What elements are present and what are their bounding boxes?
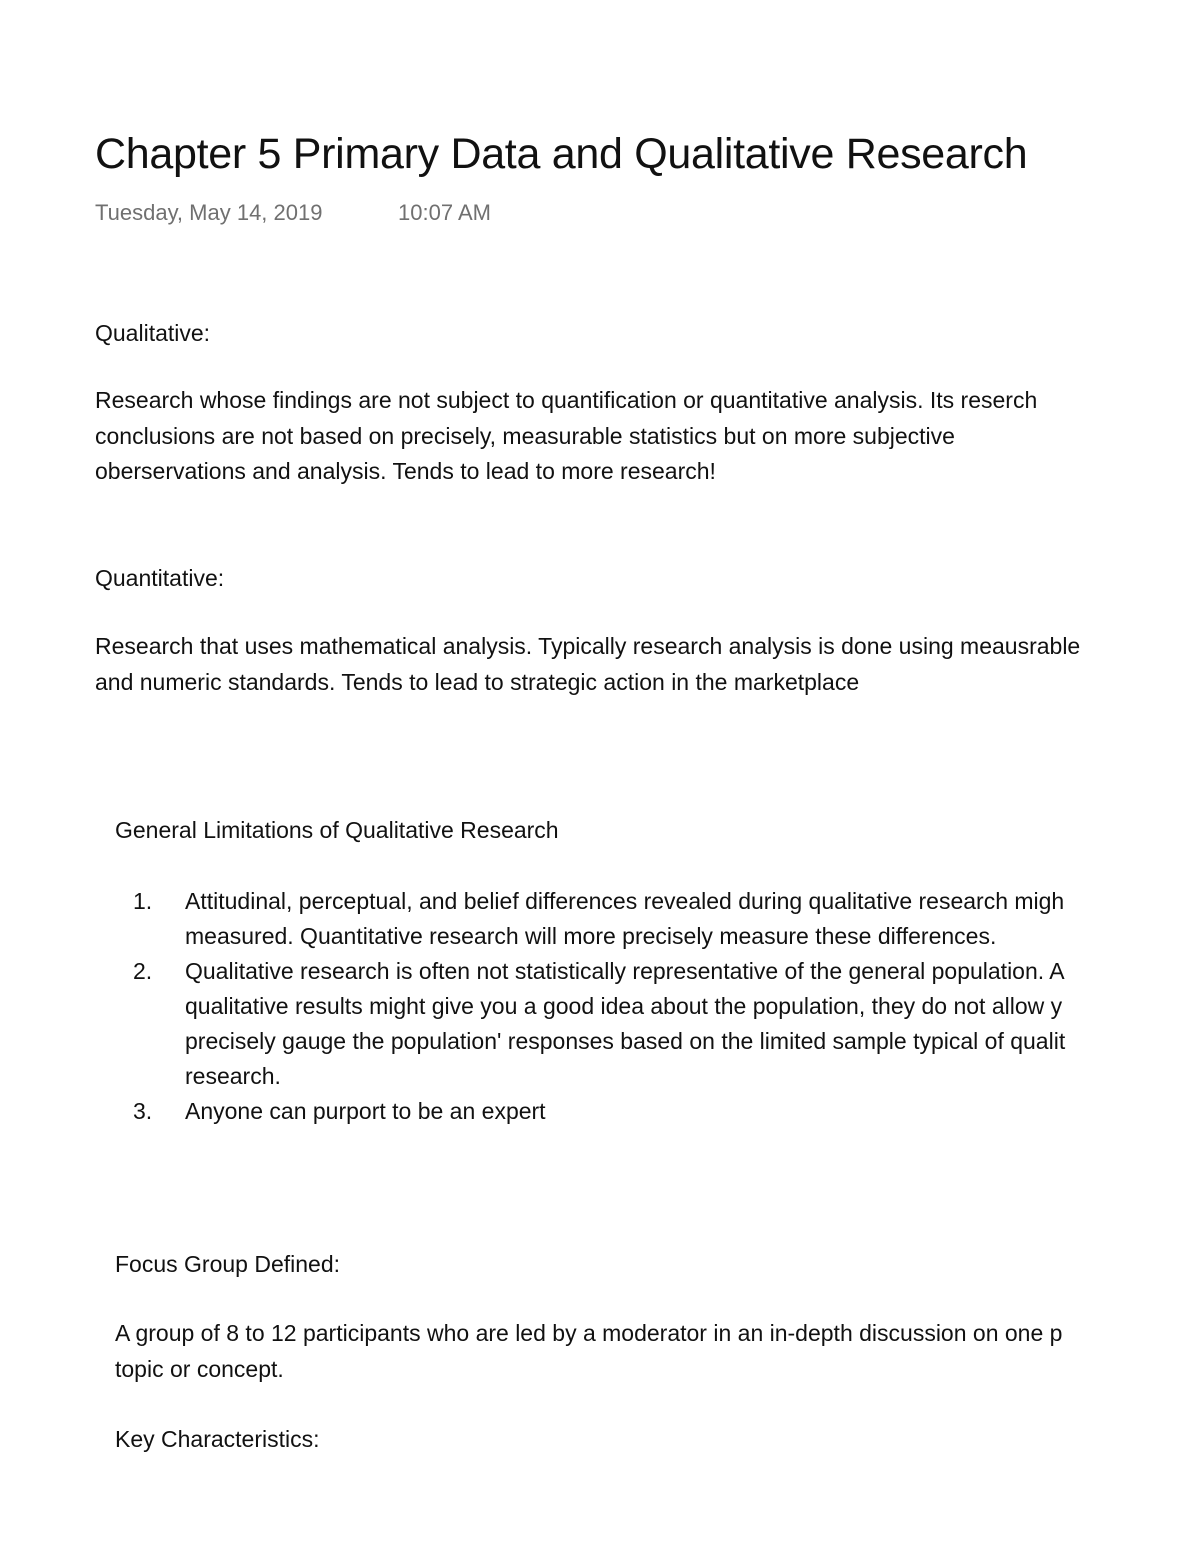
focus-group-heading: Focus Group Defined: (115, 1251, 341, 1277)
list-item-line: Qualitative research is often not statistically representative of the general population. A (185, 958, 1065, 984)
quantitative-line: and numeric standards. Tends to lead to strategic action in the marketplace (95, 668, 860, 695)
focus-group-definition (115, 1316, 1062, 1387)
list-number: 2. (133, 958, 153, 984)
list-item-line: qualitative results might give you a good idea about the population, they do not allow y (185, 993, 1063, 1019)
list-item-line: Anyone can purport to be an expert (185, 1098, 546, 1124)
list-item-line: precisely gauge the population' responses based on the limited sample typical of qualit (185, 1028, 1066, 1054)
list-item (115, 884, 1065, 954)
quantitative-line: Research that uses mathematical analysis. Typically research analysis is done using meausrable (95, 633, 1081, 659)
list-number: 3. (133, 1098, 153, 1124)
list-number: 1. (133, 888, 153, 914)
focus-group-line: A group of 8 to 12 participants who are led by a moderator in an in-depth discussion on one p (115, 1320, 1063, 1346)
page-date: Tuesday, May 14, 2019 (95, 200, 323, 225)
qualitative-definition (95, 383, 1037, 490)
qualitative-line: conclusions are not based on precisely, measurable statistics but on more subjective (95, 422, 955, 449)
limitations-list (115, 884, 1065, 1129)
list-item-line: research. (185, 1063, 281, 1089)
qualitative-line: Research whose findings are not subject to quantification or quantitative analysis. Its reserch (95, 387, 1038, 413)
quantitative-heading: Quantitative: (95, 565, 225, 591)
list-item-line: Attitudinal, perceptual, and belief differences revealed during qualitative research migh (185, 888, 1065, 914)
quantitative-definition (95, 629, 1080, 700)
limitations-heading: General Limitations of Qualitative Research (115, 817, 559, 843)
page-time: 10:07 AM (398, 200, 491, 225)
list-item-line: measured. Quantitative research will more precisely measure these differences. (185, 923, 997, 949)
list-item (115, 1094, 1065, 1129)
qualitative-line: oberservations and analysis. Tends to lead to more research! (95, 458, 716, 484)
key-characteristics-heading: Key Characteristics: (115, 1426, 320, 1452)
list-item (115, 954, 1065, 1094)
qualitative-heading: Qualitative: (95, 320, 211, 346)
focus-group-line: topic or concept. (115, 1355, 284, 1382)
page-title: Chapter 5 Primary Data and Qualitative Research (95, 130, 1028, 178)
